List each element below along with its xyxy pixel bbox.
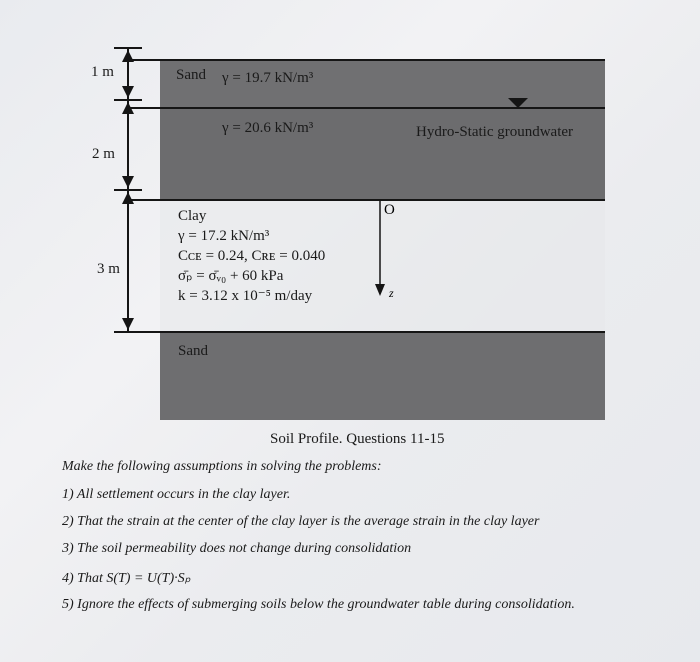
clay-name: Clay	[178, 208, 207, 224]
assumptions-intro: Make the following assumptions in solving the problems:	[62, 459, 382, 474]
groundwater-label: Hydro-Static groundwater	[416, 124, 574, 140]
top-sand-unit-weight: γ = 19.7 kN/m³	[222, 70, 314, 86]
clay-unit-weight: γ = 17.2 kN/m³	[178, 228, 270, 244]
clay-properties	[178, 206, 325, 306]
assumption-item: 1) All settlement occurs in the clay layer.	[62, 487, 291, 502]
bottom-sand-layer	[160, 332, 605, 420]
sat-sand-unit-weight: γ = 20.6 kN/m³	[222, 120, 314, 136]
assumption-item: 4) That S(T) = U(T)·Sₚ	[62, 571, 191, 586]
bottom-sand-name: Sand	[178, 343, 208, 359]
origin-label: O	[384, 202, 395, 218]
z-axis-label: z	[389, 286, 394, 300]
top-sand-name: Sand	[176, 67, 206, 83]
assumption-item: 3) The soil permeability does not change during consolidation	[62, 541, 412, 556]
thickness-label-2m: 2 m	[92, 146, 115, 162]
figure-caption: Soil Profile. Questions 11-15	[270, 431, 445, 447]
assumption-item: 5) Ignore the effects of submerging soils below the groundwater table during consolidation.	[62, 597, 575, 612]
thickness-label-3m: 3 m	[97, 261, 120, 277]
assumption-item: 2) That the strain at the center of the clay layer is the average strain in the clay layer	[62, 514, 540, 529]
clay-preconsolidation: σ̄ₚ = σ̄ᵥ₀ + 60 kPa	[178, 268, 284, 284]
clay-permeability: k = 3.12 x 10⁻⁵ m/day	[178, 288, 313, 304]
clay-compression-indices: Cᴄᴇ = 0.24, Cʀᴇ = 0.040	[178, 248, 326, 264]
thickness-label-1m: 1 m	[91, 64, 114, 80]
